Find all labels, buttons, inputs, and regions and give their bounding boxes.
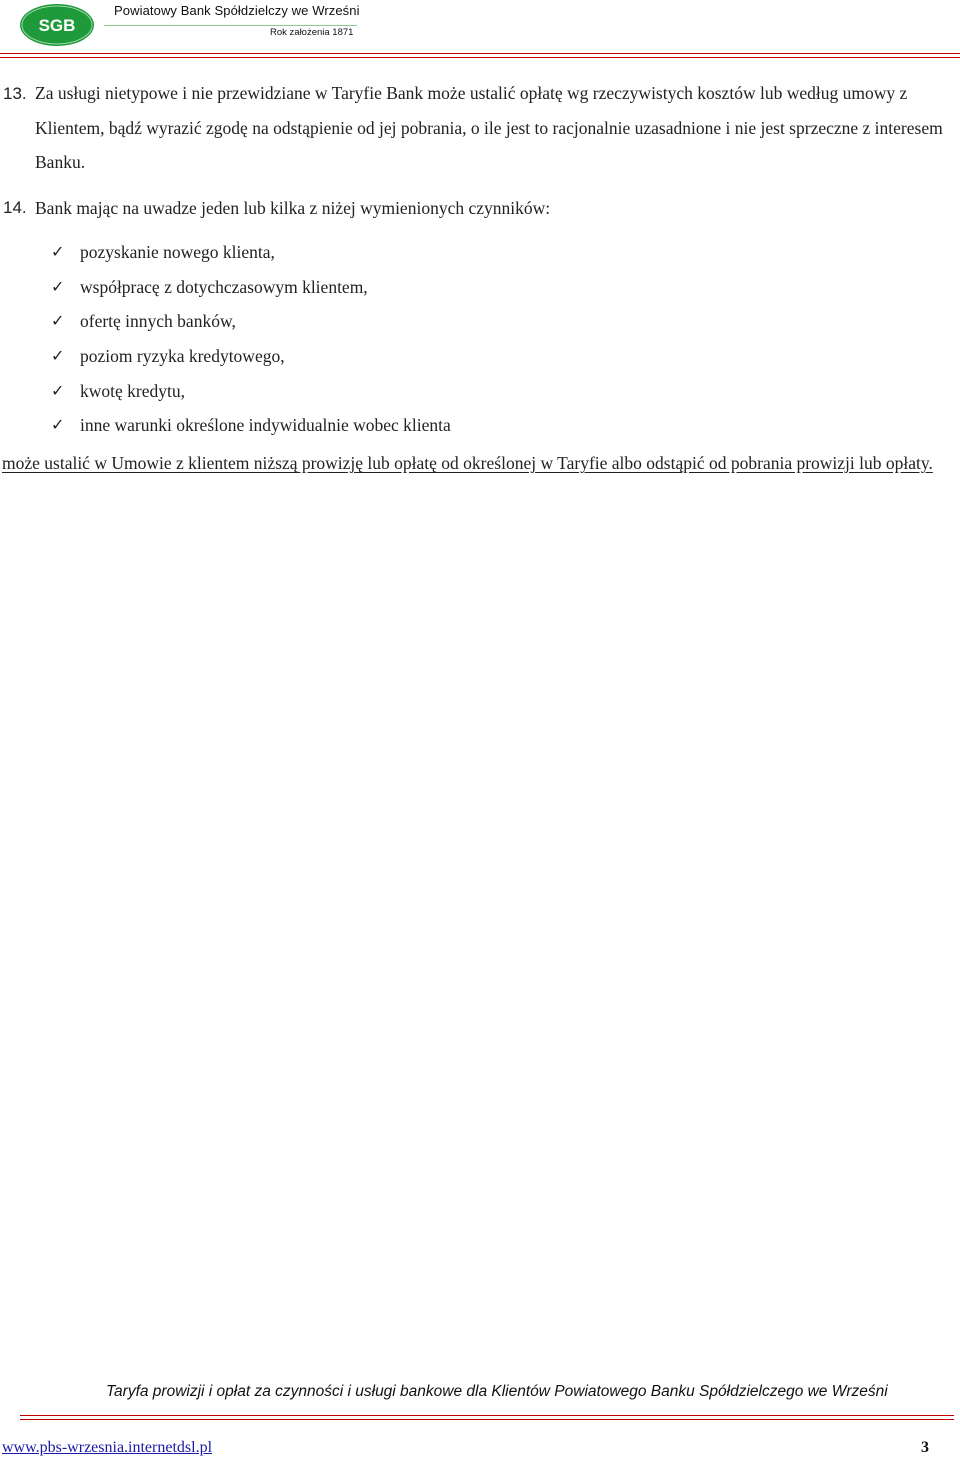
list-item [0,374,451,409]
footer-title: Taryfa prowizji i opłat za czynności i usługi bankowe dla Klientów Powiatowego Banku Spółdzielczego we Wrześni [106,1383,888,1400]
list-item [0,235,451,270]
header-divider [0,53,960,58]
list-item-label: współpracę z dotychczasowym klientem, [80,276,368,297]
list-item [0,270,451,305]
list-item-label: poziom ryzyka kredytowego, [80,346,285,367]
checkmark-icon: ✓ [51,380,65,400]
section-13-text: Za usługi nietypowe i nie przewidziane w Taryfie Bank może ustalić opłatę wg rzeczywistych kosztów lub według umowy z Klientem, bądź wyrazić zgodę na odstąpienie od jej pobrania, o ile jest to racjonalnie uzasadnione i nie jest sprzeczne z interesem Banku. [35,83,943,172]
list-item-label: inne warunki określone indywidualnie wobec klienta [80,415,451,436]
section-14-number: 14. [3,198,27,217]
section-14-lead: Bank mając na uwadze jeden lub kilka z niżej wymienionych czynników: [35,198,551,218]
logo-text: SGB [38,16,76,35]
sgb-logo [18,2,96,48]
list-item [0,339,451,374]
list-item [0,408,451,443]
page-number: 3 [921,1439,929,1456]
checkmark-icon: ✓ [51,276,65,296]
factor-checklist [0,235,451,443]
section-13-number: 13. [3,84,27,103]
checkmark-icon: ✓ [51,242,65,261]
list-item-label: ofertę innych banków, [80,311,236,332]
checkmark-icon: ✓ [51,415,65,435]
list-item [0,304,451,339]
checkmark-icon: ✓ [51,311,65,331]
bank-name: Powiatowy Bank Spółdzielczy we Wrześni [114,3,360,18]
list-item-label: kwotę kredytu, [80,380,185,401]
section-14-closing: może ustalić w Umowie z klientem niższą prowizję lub opłatę od określonej w Taryfie albo odstąpić od pobrania prowizji lub opłaty. [2,453,933,473]
founded-year: Rok założenia 1871 [270,27,354,38]
footer-divider [20,1415,954,1420]
bank-name-underline [104,25,357,26]
list-item-label: pozyskanie nowego klienta, [80,242,275,262]
section-13 [0,76,960,172]
checkmark-icon: ✓ [51,346,65,366]
footer-website-link[interactable]: www.pbs-wrzesnia.internetdsl.pl [2,1439,213,1456]
